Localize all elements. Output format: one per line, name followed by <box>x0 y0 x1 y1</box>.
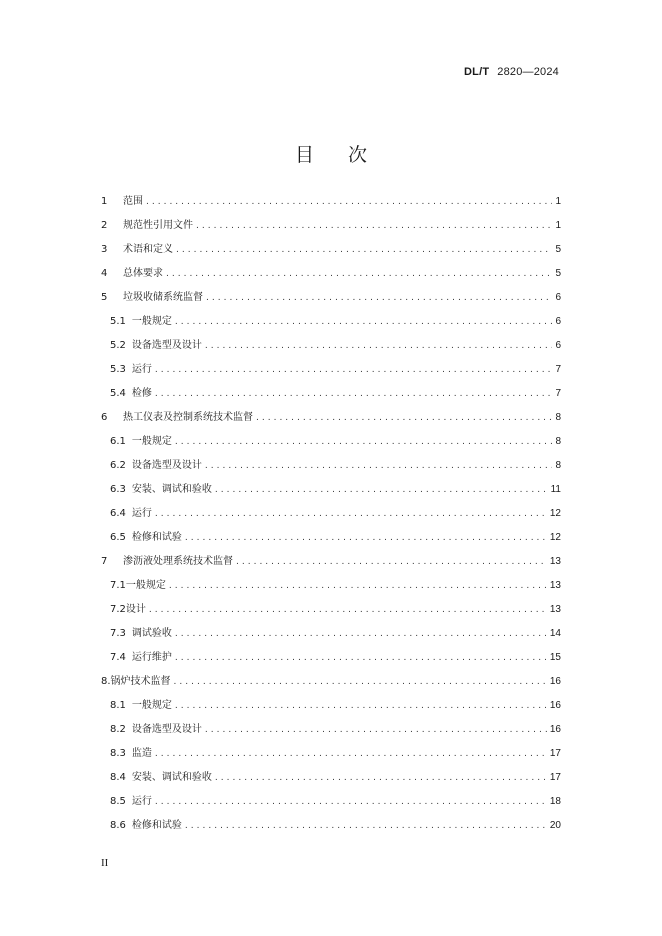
toc-entry-label: 运行 <box>131 364 152 375</box>
toc-entry-number: 5.3 <box>110 364 126 375</box>
toc-dot-leader <box>205 718 547 742</box>
toc-entry[interactable] <box>101 310 561 334</box>
toc-entry-page: 20 <box>549 820 561 831</box>
toc-entry[interactable] <box>101 430 561 454</box>
toc-entry-label: 运行维护 <box>131 652 172 663</box>
toc-entry-label: 设备选型及设计 <box>131 340 202 351</box>
toc-entry-page: 15 <box>549 652 561 663</box>
toc-entry[interactable] <box>101 382 561 406</box>
toc-entry-number: 8. <box>101 676 111 687</box>
toc-entry-label: 运行 <box>131 796 152 807</box>
toc-dot-leader <box>169 574 547 598</box>
toc-entry-label: 安装、调试和验收 <box>131 772 212 783</box>
toc-dot-leader <box>155 502 547 526</box>
toc-entry-number: 8.5 <box>110 796 126 807</box>
toc-entry[interactable] <box>101 574 561 598</box>
toc-dot-leader <box>175 622 547 646</box>
toc-entry-number: 8.3 <box>110 748 126 759</box>
toc-entry-label: 一般规定 <box>131 316 172 327</box>
toc-entry-label: 设备选型及设计 <box>131 460 202 471</box>
standard-prefix: DL/T <box>464 66 490 78</box>
toc-entry-page: 12 <box>549 532 561 543</box>
toc-entry-page: 12 <box>549 508 561 519</box>
toc-entry-number: 6.1 <box>110 436 126 447</box>
toc-dot-leader <box>175 430 553 454</box>
toc-entry-label: 检修和试验 <box>131 820 182 831</box>
toc-entry-page: 6 <box>555 316 561 327</box>
toc-entry-label: 一般规定 <box>131 700 172 711</box>
toc-entry-label: 锅炉技术监督 <box>110 676 171 687</box>
toc-entry-number: 6.5 <box>110 532 126 543</box>
toc-entry-label: 检修和试验 <box>131 532 182 543</box>
toc-entry-number: 6 <box>101 412 108 423</box>
toc-entry-page: 6 <box>555 292 561 303</box>
toc-entry[interactable] <box>101 598 561 622</box>
toc-entry-label: 范围 <box>123 196 143 207</box>
toc-entry-label: 检修 <box>131 388 152 399</box>
toc-entry-page: 5 <box>555 244 561 255</box>
toc-entry[interactable] <box>101 190 561 214</box>
toc-entry-page: 17 <box>549 748 561 759</box>
toc-dot-leader <box>155 790 547 814</box>
toc-entry[interactable] <box>101 358 561 382</box>
toc-entry-number: 6.3 <box>110 484 126 495</box>
toc-dot-leader <box>206 286 552 310</box>
toc-entry-number: 3 <box>101 244 108 255</box>
toc-dot-leader <box>175 646 547 670</box>
toc-entry-number: 2 <box>101 220 108 231</box>
toc-dot-leader <box>185 814 547 838</box>
toc-entry-page: 17 <box>549 772 561 783</box>
toc-dot-leader <box>149 598 547 622</box>
toc-entry-page: 6 <box>555 340 561 351</box>
toc-title: 目 次 <box>294 144 382 166</box>
toc-entry[interactable] <box>101 478 561 502</box>
toc-entry-page: 1 <box>555 220 561 231</box>
standard-number: 2820—2024 <box>497 66 559 78</box>
toc-dot-leader <box>256 406 552 430</box>
toc-entry-label: 调试验收 <box>131 628 172 639</box>
toc-entry-page: 16 <box>549 724 561 735</box>
toc-dot-leader <box>215 766 547 790</box>
toc-entry-number: 1 <box>101 196 108 207</box>
toc-entry-label: 一般规定 <box>131 436 172 447</box>
toc-entry-label: 安装、调试和验收 <box>131 484 212 495</box>
toc-entry-number: 6.2 <box>110 460 126 471</box>
toc-entry-label: 运行 <box>131 508 152 519</box>
toc-dot-leader <box>155 742 547 766</box>
toc-dot-leader <box>155 358 553 382</box>
toc-dot-leader <box>155 382 553 406</box>
toc-entry-number: 5 <box>101 292 108 303</box>
toc-entry-number: 5.1 <box>110 316 126 327</box>
toc-entry[interactable] <box>101 790 561 814</box>
toc-entry[interactable] <box>101 214 561 238</box>
toc-entry-page: 7 <box>555 388 561 399</box>
toc-entry[interactable] <box>101 406 561 430</box>
toc-entry[interactable] <box>101 694 561 718</box>
page-number: II <box>101 857 109 869</box>
toc-entry-label: 设备选型及设计 <box>131 724 202 735</box>
toc-entry-page: 5 <box>555 268 561 279</box>
toc-dot-leader <box>175 310 553 334</box>
toc-entry-label: 总体要求 <box>123 268 163 279</box>
toc-dot-leader <box>185 526 547 550</box>
toc-dot-leader <box>174 670 547 694</box>
toc-entry-page: 8 <box>555 412 561 423</box>
toc-entry-number: 5.4 <box>110 388 126 399</box>
toc-entry-label: 规范性引用文件 <box>123 220 193 231</box>
toc-entry-number: 8.4 <box>110 772 126 783</box>
toc-entry[interactable] <box>101 670 561 694</box>
toc-entry[interactable] <box>101 814 561 838</box>
toc-entry-label: 术语和定义 <box>123 244 173 255</box>
toc-entry-number: 7 <box>101 556 108 567</box>
toc-dot-leader <box>166 262 552 286</box>
standard-code <box>464 66 559 78</box>
toc-entry[interactable] <box>101 550 561 574</box>
table-of-contents <box>101 190 561 838</box>
toc-entry-number: 7.3 <box>110 628 126 639</box>
toc-entry-label: 垃圾收储系统监督 <box>123 292 203 303</box>
toc-dot-leader <box>146 190 552 214</box>
toc-entry-number: 7.2 <box>110 604 126 615</box>
toc-entry-number: 5.2 <box>110 340 126 351</box>
toc-entry-label: 设计 <box>125 604 146 615</box>
toc-entry-page: 13 <box>549 580 561 591</box>
toc-entry[interactable] <box>101 742 561 766</box>
toc-entry-page: 18 <box>549 796 561 807</box>
toc-entry-number: 8.6 <box>110 820 126 831</box>
toc-dot-leader <box>205 334 553 358</box>
toc-entry-number: 7.4 <box>110 652 126 663</box>
toc-entry-page: 1 <box>555 196 561 207</box>
toc-entry-number: 8.2 <box>110 724 126 735</box>
toc-entry-page: 7 <box>555 364 561 375</box>
toc-entry-number: 4 <box>101 268 108 279</box>
toc-entry-page: 13 <box>549 556 561 567</box>
toc-dot-leader <box>236 550 547 574</box>
toc-entry[interactable] <box>101 502 561 526</box>
toc-entry-label: 热工仪表及控制系统技术监督 <box>123 412 253 423</box>
toc-dot-leader <box>175 694 547 718</box>
toc-entry[interactable] <box>101 718 561 742</box>
toc-entry-number: 6.4 <box>110 508 126 519</box>
toc-entry-label: 监造 <box>131 748 152 759</box>
toc-entry-page: 8 <box>555 436 561 447</box>
toc-dot-leader <box>176 238 552 262</box>
toc-entry-number: 8.1 <box>110 700 126 711</box>
toc-entry-label: 渗沥液处理系统技术监督 <box>123 556 233 567</box>
toc-entry[interactable] <box>101 526 561 550</box>
toc-entry[interactable] <box>101 646 561 670</box>
toc-entry[interactable] <box>101 262 561 286</box>
toc-dot-leader <box>205 454 553 478</box>
toc-entry-page: 13 <box>549 604 561 615</box>
toc-entry-number: 7.1 <box>110 580 126 591</box>
toc-dot-leader <box>215 478 548 502</box>
toc-entry-page: 8 <box>555 460 561 471</box>
toc-entry[interactable] <box>101 766 561 790</box>
toc-entry[interactable] <box>101 334 561 358</box>
toc-entry[interactable] <box>101 622 561 646</box>
toc-entry[interactable] <box>101 286 561 310</box>
toc-entry-label: 一般规定 <box>125 580 166 591</box>
toc-entry-page: 16 <box>549 700 561 711</box>
toc-entry-page: 11 <box>550 484 561 495</box>
toc-entry[interactable] <box>101 454 561 478</box>
toc-entry[interactable] <box>101 238 561 262</box>
toc-dot-leader <box>196 214 552 238</box>
toc-entry-page: 14 <box>549 628 561 639</box>
toc-entry-page: 16 <box>549 676 561 687</box>
